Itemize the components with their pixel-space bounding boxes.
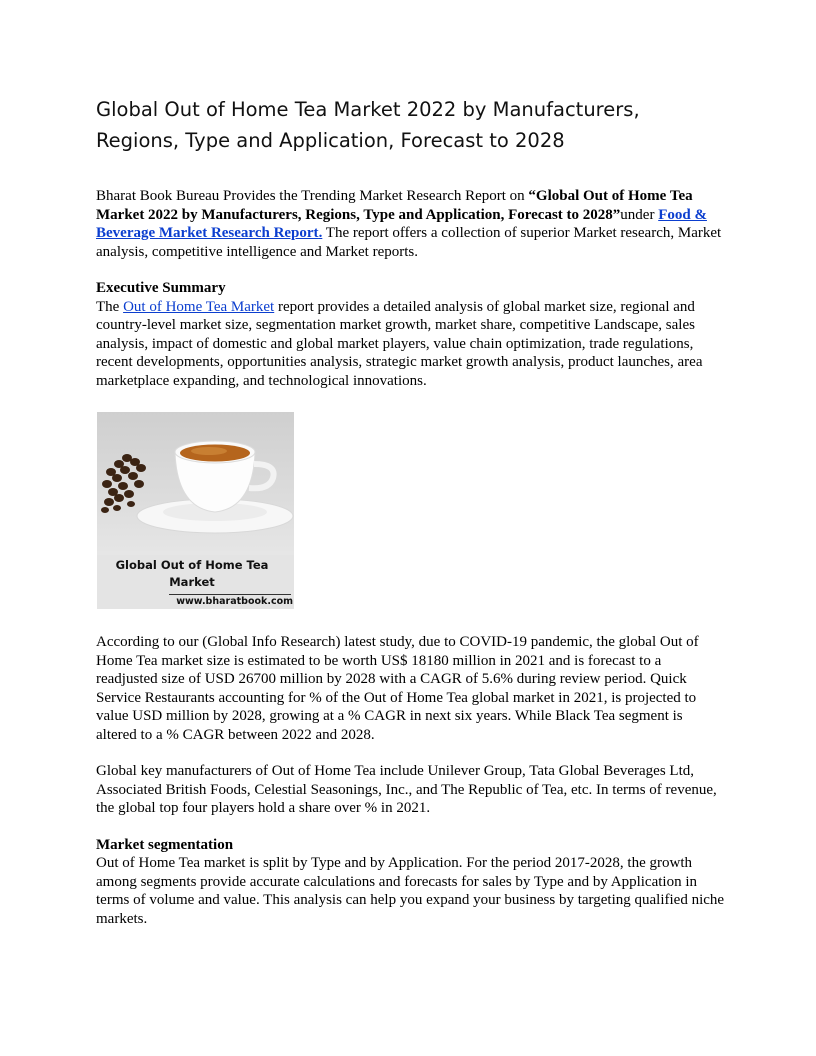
out-of-home-tea-market-link[interactable]: Out of Home Tea Market bbox=[123, 298, 275, 315]
page-title: Global Out of Home Tea Market 2022 by Manufacturers, Regions, Type and Application, Forecast to 2028 bbox=[96, 98, 640, 152]
figure-website: www.bharatbook.com bbox=[176, 596, 293, 607]
report-cover-image bbox=[97, 412, 294, 609]
segmentation-paragraph bbox=[96, 836, 726, 929]
document-page bbox=[96, 94, 726, 928]
intro-under: under bbox=[620, 206, 659, 223]
tea-cup-illustration bbox=[97, 412, 294, 555]
tea-cup-photo bbox=[97, 412, 294, 555]
executive-summary-paragraph bbox=[96, 279, 726, 390]
figure-caption-title bbox=[97, 557, 287, 591]
food-beverage-report-link-dot[interactable]: . bbox=[318, 225, 323, 241]
segmentation-heading: Market segmentation bbox=[96, 836, 234, 853]
caption-divider bbox=[169, 594, 291, 595]
executive-summary-text: report provides a detailed analysis of global market size, regional and country-level market size, segmentation market growth, market share, competitive Landscape, sales analysis, impact of domestic and global market players, value chain optimization, trade regulations, recent developments, opportunities analysis, strategic market growth analysis, product launches, area marketplace expanding, and technological innovations. bbox=[96, 298, 703, 389]
food-beverage-report-link[interactable]: Food & Beverage Market Research Report bbox=[96, 206, 707, 241]
segmentation-text: Out of Home Tea market is split by Type and by Application. For the period 2017-2028, the growth among segments provide accurate calculations and forecasts for sales by Type and by Application in terms of volume and value. This analysis can help you expand your business by targeting qualified niche markets. bbox=[96, 855, 725, 927]
figure-caption-line-2: Market bbox=[169, 575, 215, 589]
intro-suffix: The report offers a collection of superior Market research, Market analysis, competitive intelligence and Market reports. bbox=[96, 225, 722, 260]
executive-summary-prefix: The bbox=[96, 298, 124, 315]
intro-paragraph bbox=[96, 187, 726, 261]
manufacturers-paragraph: Global key manufacturers of Out of Home Tea include Unilever Group, Tata Global Beverages Ltd, Associated British Foods, Celestial Seasonings, Inc., and The Republic of Tea, etc. In terms of revenue, the global top four players hold a share over % in 2021. bbox=[96, 763, 717, 816]
intro-prefix: Bharat Book Bureau Provides the Trending Market Research Report on bbox=[96, 188, 529, 204]
figure-caption-line-1: Global Out of Home Tea bbox=[115, 558, 269, 572]
market-size-paragraph: According to our (Global Info Research) latest study, due to COVID-19 pandemic, the global Out of Home Tea market size is estimated to be worth US$ 18180 million in 2021 and is forecast to a readjusted size of USD 26700 million by 2028 with a CAGR of 5.6% during review period. Quick Service Restaurants accounting for % of the Out of Home Tea global market in 2021, is projected to value USD million by 2028, growing at a % CAGR in next six years. While Black Tea segment is altered to a % CAGR between 2022 and 2028. bbox=[96, 634, 699, 743]
executive-summary-heading: Executive Summary bbox=[96, 280, 226, 296]
intro-report-title: “Global Out of Home Tea Market 2022 by Manufacturers, Regions, Type and Application, Forecast to 2028” bbox=[96, 188, 693, 223]
